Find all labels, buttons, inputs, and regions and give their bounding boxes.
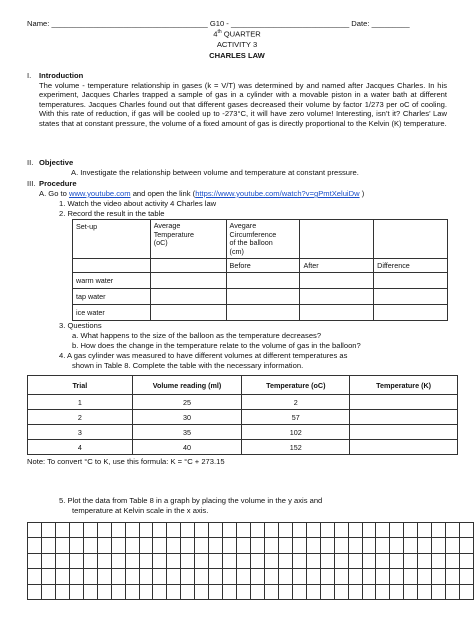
grid-cell[interactable]: [237, 538, 251, 553]
grid-cell[interactable]: [362, 569, 376, 584]
grid-cell[interactable]: [264, 553, 278, 568]
grid-cell[interactable]: [460, 584, 474, 599]
grid-cell[interactable]: [390, 584, 404, 599]
table-row: 3 35 102: [28, 425, 458, 440]
subheader-difference: Difference: [374, 259, 448, 273]
grid-row: [28, 553, 474, 568]
grid-cell[interactable]: [460, 538, 474, 553]
grid-cell[interactable]: [334, 523, 348, 538]
question-a: a. What happens to the size of the balloon as the temperature decreases?: [72, 331, 322, 340]
grid-cell[interactable]: [153, 523, 167, 538]
grid-cell[interactable]: [153, 584, 167, 599]
grid-row: [28, 569, 474, 584]
grid-cell[interactable]: [125, 569, 139, 584]
grid-cell[interactable]: [334, 538, 348, 553]
quarter-label: [0, 29, 474, 39]
grid-cell[interactable]: [195, 553, 209, 568]
grid-cell[interactable]: [446, 538, 460, 553]
grid-cell[interactable]: [306, 523, 320, 538]
grid-cell[interactable]: [292, 584, 306, 599]
table1-subheader-row: [73, 259, 448, 273]
header-trial: Trial: [28, 376, 133, 395]
procedure-step-a: [39, 189, 364, 198]
subheader-empty-2: [150, 259, 226, 273]
grid-cell[interactable]: [195, 584, 209, 599]
grid-cell[interactable]: [264, 523, 278, 538]
grid-cell[interactable]: [28, 538, 42, 553]
grid-cell[interactable]: [320, 584, 334, 599]
grid-cell[interactable]: [418, 553, 432, 568]
gas-cylinder-table: [27, 375, 458, 455]
video-link[interactable]: https://www.youtube.com/watch?v=gPmtXeluiDw: [195, 189, 360, 198]
grid-row: [28, 538, 474, 553]
grid-cell[interactable]: [69, 584, 83, 599]
grid-cell[interactable]: [181, 584, 195, 599]
grid-cell[interactable]: [125, 523, 139, 538]
grid-cell[interactable]: [348, 569, 362, 584]
grid-cell[interactable]: [251, 538, 265, 553]
header-empty-2: [374, 220, 448, 259]
procedure-step-5-line2: temperature at Kelvin scale in the x axis.: [72, 506, 209, 515]
grid-cell[interactable]: [111, 584, 125, 599]
grid-cell[interactable]: [69, 553, 83, 568]
grid-cell[interactable]: [251, 553, 265, 568]
grid-cell[interactable]: [292, 523, 306, 538]
grid-cell[interactable]: [69, 538, 83, 553]
header-temperature-c: Temperature (oC): [242, 376, 350, 395]
grid-cell[interactable]: [69, 523, 83, 538]
grid-cell[interactable]: [306, 569, 320, 584]
procedure-step-3: 3. Questions: [59, 321, 102, 330]
header-setup: Set-up: [73, 220, 151, 259]
grid-cell[interactable]: [404, 569, 418, 584]
header-average-circumference: Avegare Circumference of the balloon (cm): [226, 220, 300, 259]
grid-cell[interactable]: [28, 569, 42, 584]
grid-cell[interactable]: [292, 553, 306, 568]
grid-cell[interactable]: [139, 523, 153, 538]
grid-cell[interactable]: [181, 538, 195, 553]
grid-cell[interactable]: [390, 538, 404, 553]
activity-label: ACTIVITY 3: [216, 40, 258, 49]
grid-cell[interactable]: [55, 523, 69, 538]
intro-heading: Introduction: [39, 71, 84, 80]
grid-cell[interactable]: [139, 538, 153, 553]
grid-cell[interactable]: [376, 584, 390, 599]
grid-cell[interactable]: [418, 523, 432, 538]
quarter-suffix: th: [217, 29, 222, 35]
grid-cell[interactable]: [334, 584, 348, 599]
grid-cell[interactable]: [125, 538, 139, 553]
grid-cell[interactable]: [83, 523, 97, 538]
grid-cell[interactable]: [125, 553, 139, 568]
objective-heading: Objective: [39, 158, 74, 167]
step-a-suffix: ): [359, 189, 365, 198]
grid-cell[interactable]: [460, 553, 474, 568]
intro-number: I.: [27, 71, 32, 80]
subheader-empty-1: [73, 259, 151, 273]
grid-cell[interactable]: [237, 584, 251, 599]
procedure-step-5-line1: 5. Plot the data from Table 8 in a graph by placing the volume in the y axis and: [59, 496, 323, 505]
grid-cell[interactable]: [376, 553, 390, 568]
grid-cell[interactable]: [153, 553, 167, 568]
grid-cell[interactable]: [223, 523, 237, 538]
grid-cell[interactable]: [446, 569, 460, 584]
grid-cell[interactable]: [418, 538, 432, 553]
grid-cell[interactable]: [446, 553, 460, 568]
grid-cell[interactable]: [348, 584, 362, 599]
grid-cell[interactable]: [97, 538, 111, 553]
subheader-before: Before: [226, 259, 300, 273]
grid-cell[interactable]: [167, 523, 181, 538]
grid-cell[interactable]: [195, 523, 209, 538]
grid-cell[interactable]: [125, 584, 139, 599]
grid-cell[interactable]: [306, 538, 320, 553]
grid-cell[interactable]: [97, 553, 111, 568]
grid-cell[interactable]: [376, 523, 390, 538]
header-temperature-k: Temperature (K): [350, 376, 458, 395]
grid-cell[interactable]: [278, 538, 292, 553]
grid-cell[interactable]: [390, 553, 404, 568]
grid-cell[interactable]: [41, 584, 55, 599]
procedure-step-4-line1: 4. A gas cylinder was measured to have different volumes at different temperatures as: [59, 351, 348, 360]
grid-cell[interactable]: [278, 553, 292, 568]
graph-grid[interactable]: [27, 522, 474, 600]
grid-cell[interactable]: [223, 569, 237, 584]
grid-cell[interactable]: [306, 553, 320, 568]
grid-cell[interactable]: [83, 569, 97, 584]
table-row: [73, 273, 448, 289]
quarter-word: QUARTER: [223, 29, 261, 39]
grid-cell[interactable]: [209, 569, 223, 584]
grid-cell[interactable]: [111, 538, 125, 553]
grid-cell[interactable]: [432, 523, 446, 538]
grid-cell[interactable]: [209, 584, 223, 599]
grid-cell[interactable]: [97, 523, 111, 538]
grid-cell[interactable]: [83, 584, 97, 599]
header-volume-reading: Volume reading (ml): [132, 376, 242, 395]
grid-cell[interactable]: [362, 538, 376, 553]
grid-cell[interactable]: [432, 569, 446, 584]
grid-cell[interactable]: [237, 553, 251, 568]
intro-paragraph: The volume - temperature relationship in gases (k = V/T) was determined by and named after Jacques Charles. In his experiment, Jacques Charles trapped a sample of gas in a cylinder with a movable piston in a water bath at different temperatures. Jacques Charles found out that different gases decreased their volume by factor 1/273 per oC of cooling. With this rate of reduction, if gas will be cooled up to -273°C, it will have zero volume! Interesting, isn’t it? Charles’ Law states that at constant pressure, the volume of a fixed amount of gas is directly proportional to the Kelvin (K) temperature.: [39, 81, 447, 128]
grid-cell[interactable]: [223, 584, 237, 599]
name-grade-date-line: Name: _____________________________________ G10 - ____________________________ Date: _________: [27, 19, 410, 28]
subheader-after: After: [300, 259, 374, 273]
grid-cell[interactable]: [209, 538, 223, 553]
grid-cell[interactable]: [83, 553, 97, 568]
step-a-prefix: A. Go to: [39, 189, 69, 198]
grid-cell[interactable]: [460, 569, 474, 584]
quarter-number: 4: [213, 29, 218, 39]
grid-cell[interactable]: [167, 584, 181, 599]
grid-cell[interactable]: [223, 538, 237, 553]
grid-cell[interactable]: [111, 569, 125, 584]
grid-cell[interactable]: [209, 523, 223, 538]
grid-cell[interactable]: [320, 569, 334, 584]
grid-row: [28, 584, 474, 599]
grid-cell[interactable]: [41, 538, 55, 553]
grid-cell[interactable]: [139, 569, 153, 584]
grid-cell[interactable]: [278, 584, 292, 599]
grid-cell[interactable]: [251, 584, 265, 599]
grid-cell[interactable]: [181, 523, 195, 538]
grid-cell[interactable]: [41, 553, 55, 568]
grid-cell[interactable]: [432, 553, 446, 568]
grid-cell[interactable]: [292, 569, 306, 584]
balloon-results-table: [72, 219, 448, 321]
grid-cell[interactable]: [376, 538, 390, 553]
procedure-number: III.: [27, 179, 36, 188]
grid-cell[interactable]: [111, 553, 125, 568]
grid-cell[interactable]: [195, 569, 209, 584]
grid-cell[interactable]: [181, 553, 195, 568]
grid-cell[interactable]: [404, 553, 418, 568]
step-a-middle: and open the link (: [130, 189, 196, 198]
grid-cell[interactable]: [55, 584, 69, 599]
grid-cell[interactable]: [167, 569, 181, 584]
table1-header-row: [73, 220, 448, 259]
grid-cell[interactable]: [237, 523, 251, 538]
procedure-heading: Procedure: [39, 179, 77, 188]
grid-cell[interactable]: [362, 584, 376, 599]
grid-cell[interactable]: [97, 569, 111, 584]
table-row: 4 40 152: [28, 440, 458, 455]
youtube-link[interactable]: www.youtube.com: [68, 189, 131, 198]
grid-cell[interactable]: [195, 538, 209, 553]
grid-cell[interactable]: [139, 584, 153, 599]
grid-cell[interactable]: [139, 553, 153, 568]
grid-cell[interactable]: [111, 523, 125, 538]
grid-cell[interactable]: [292, 538, 306, 553]
row-label-tap-water: tap water: [73, 289, 151, 305]
grid-cell[interactable]: [55, 569, 69, 584]
grid-cell[interactable]: [348, 538, 362, 553]
grid-cell[interactable]: [404, 584, 418, 599]
grid-cell[interactable]: [209, 553, 223, 568]
table2-header-row: [28, 376, 458, 395]
grid-cell[interactable]: [28, 584, 42, 599]
procedure-step-2: 2. Record the result in the table: [59, 209, 165, 218]
grid-cell[interactable]: [264, 569, 278, 584]
header-average-temperature: Average Temperature (oC): [150, 220, 226, 259]
grid-cell[interactable]: [69, 569, 83, 584]
grid-cell[interactable]: [153, 538, 167, 553]
grid-cell[interactable]: [41, 523, 55, 538]
grid-cell[interactable]: [83, 538, 97, 553]
grid-cell[interactable]: [404, 538, 418, 553]
row-label-warm-water: warm water: [73, 273, 151, 289]
grid-cell[interactable]: [264, 584, 278, 599]
grid-cell[interactable]: [334, 553, 348, 568]
grid-row: [28, 523, 474, 538]
grid-cell[interactable]: [432, 538, 446, 553]
grid-cell[interactable]: [153, 569, 167, 584]
grid-cell[interactable]: [320, 553, 334, 568]
grid-cell[interactable]: [320, 538, 334, 553]
row-label-ice-water: ice water: [73, 305, 151, 321]
grid-cell[interactable]: [362, 553, 376, 568]
grid-cell[interactable]: [223, 553, 237, 568]
grid-cell[interactable]: [390, 569, 404, 584]
grid-cell[interactable]: [167, 553, 181, 568]
grid-cell[interactable]: [404, 523, 418, 538]
conversion-note: Note: To convert °C to K, use this formula: K = °C + 273.15: [27, 457, 225, 466]
grid-cell[interactable]: [334, 569, 348, 584]
header-empty-1: [300, 220, 374, 259]
grid-cell[interactable]: [237, 569, 251, 584]
page-title: CHARLES LAW: [209, 51, 265, 60]
grid-cell[interactable]: [28, 523, 42, 538]
grid-cell[interactable]: [28, 553, 42, 568]
table-row: 2 30 57: [28, 410, 458, 425]
grid-cell[interactable]: [251, 523, 265, 538]
grid-cell[interactable]: [306, 584, 320, 599]
objective-item: A. Investigate the relationship between volume and temperature at constant pressure.: [71, 168, 359, 177]
objective-number: II.: [27, 158, 34, 167]
grid-cell[interactable]: [181, 569, 195, 584]
grid-cell[interactable]: [251, 569, 265, 584]
grid-cell[interactable]: [320, 523, 334, 538]
grid-cell[interactable]: [41, 569, 55, 584]
grid-cell[interactable]: [446, 584, 460, 599]
grid-cell[interactable]: [418, 569, 432, 584]
grid-cell[interactable]: [460, 523, 474, 538]
grid-cell[interactable]: [55, 553, 69, 568]
grid-cell[interactable]: [362, 523, 376, 538]
grid-cell[interactable]: [432, 584, 446, 599]
grid-cell[interactable]: [167, 538, 181, 553]
grid-cell[interactable]: [278, 569, 292, 584]
table-row: [73, 289, 448, 305]
question-b: b. How does the change in the temperature relate to the volume of gas in the balloon?: [72, 341, 361, 350]
grid-cell[interactable]: [376, 569, 390, 584]
table-row: 1 25 2: [28, 395, 458, 410]
grid-cell[interactable]: [390, 523, 404, 538]
grid-cell[interactable]: [264, 538, 278, 553]
procedure-step-1: 1. Watch the video about activity 4 Charles law: [59, 199, 217, 208]
grid-cell[interactable]: [278, 523, 292, 538]
procedure-step-4-line2: shown in Table 8. Complete the table with the necessary information.: [72, 361, 304, 370]
grid-cell[interactable]: [446, 523, 460, 538]
grid-cell[interactable]: [348, 523, 362, 538]
grid-cell[interactable]: [97, 584, 111, 599]
table-row: [73, 305, 448, 321]
grid-cell[interactable]: [348, 553, 362, 568]
grid-cell[interactable]: [55, 538, 69, 553]
grid-cell[interactable]: [418, 584, 432, 599]
